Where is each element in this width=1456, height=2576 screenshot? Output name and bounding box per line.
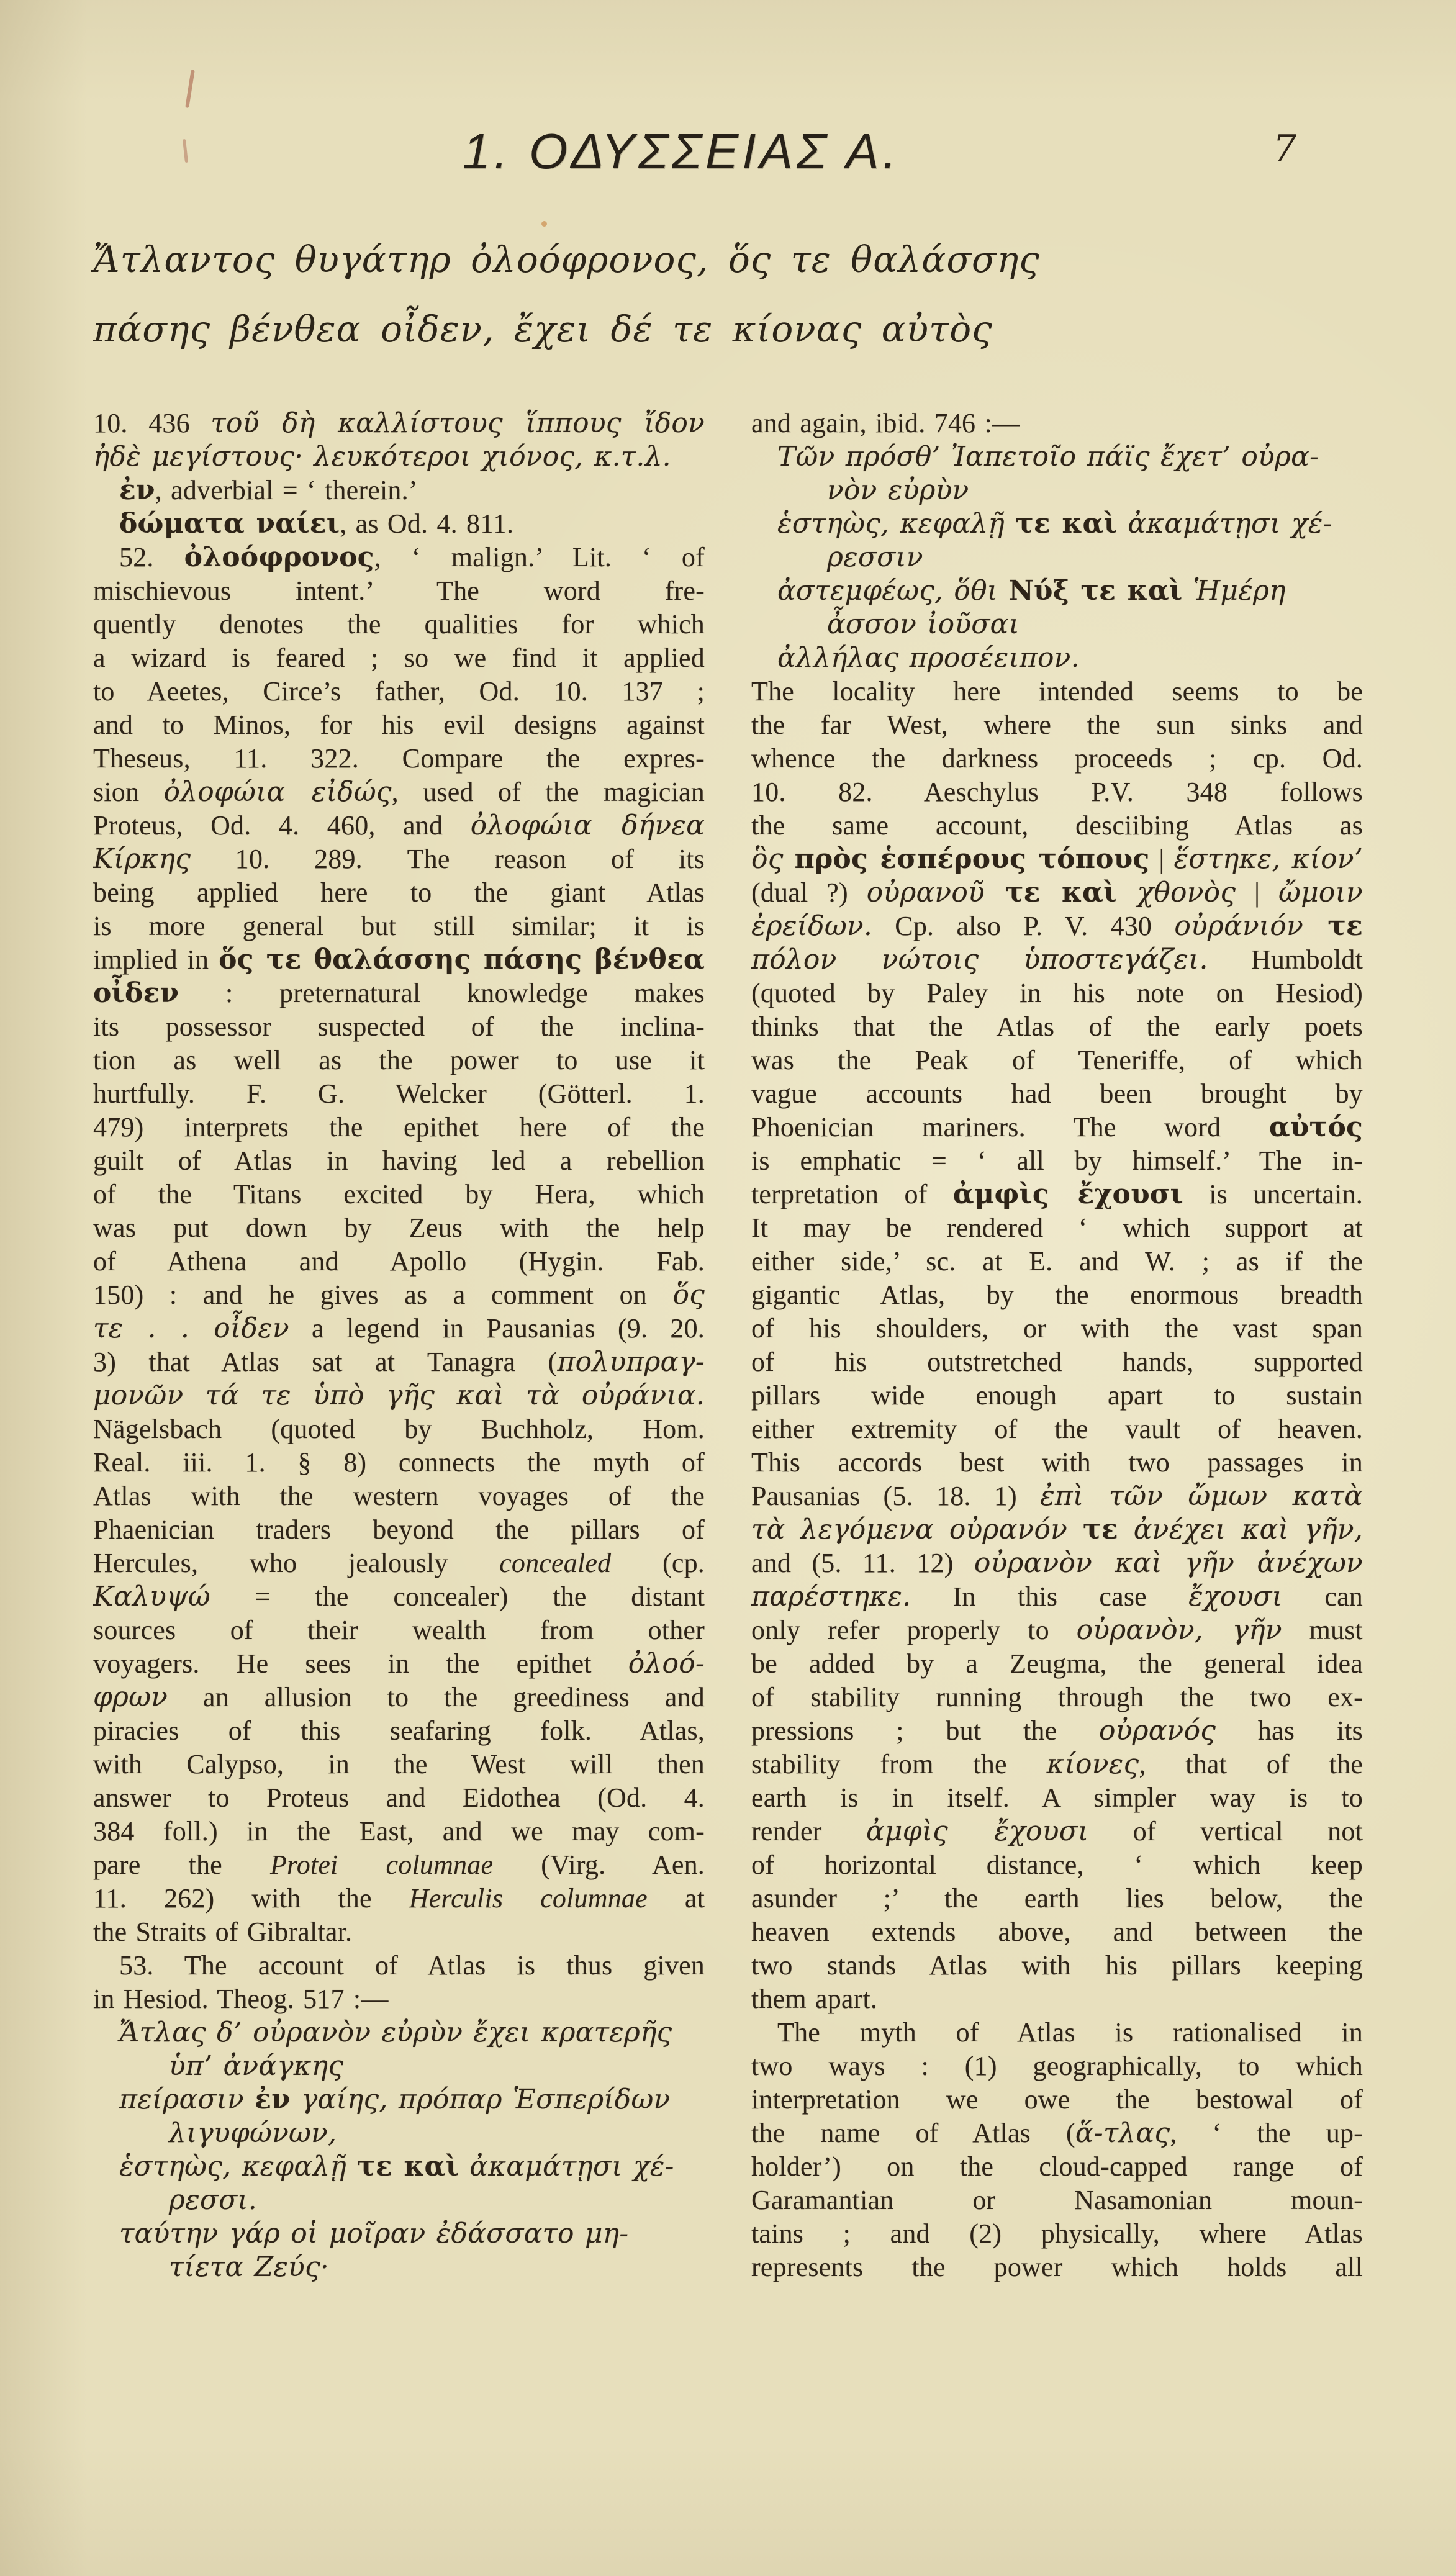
text-line [93, 1312, 705, 1345]
roman-text: of his outstretched hands, supported [751, 1347, 1363, 1377]
greek-text: ἀστεμφέως, ὅθι [777, 575, 1009, 607]
greek-text: δώματα ναίει [119, 508, 340, 540]
roman-text: either extremity of the vault of heaven. [751, 1414, 1363, 1444]
roman-text: was the Peak of Teneriffe, of which [751, 1045, 1363, 1075]
greek-text: ταύτην γάρ οἱ μοῖραν ἐδάσσατο μη- [119, 2218, 629, 2249]
commentary-columns [93, 407, 1363, 2284]
text-line [93, 1547, 705, 1580]
greek-text: ἕστηκε, κίον’ [1173, 843, 1363, 875]
text-line [751, 2217, 1363, 2251]
roman-text: 384 foll.) in the East, and we may com- [93, 1816, 705, 1846]
roman-text: 3) that Atlas sat at Tanagra ( [93, 1347, 558, 1377]
text-line [93, 541, 705, 574]
text-line [751, 474, 1363, 507]
greek-text: οἶδεν [93, 977, 179, 1009]
roman-text: 52. [119, 542, 184, 572]
roman-text: pressions ; but the [751, 1715, 1100, 1746]
roman-text: : preternatural knowledge makes [179, 978, 705, 1008]
text-line [93, 407, 705, 440]
roman-text: asunder ;’ the earth lies below, the [751, 1883, 1363, 1914]
roman-text: , used of the magician [391, 777, 705, 807]
text-line [751, 1379, 1363, 1412]
text-line [751, 2150, 1363, 2184]
roman-text: terpretation of [751, 1179, 953, 1209]
greek-text: τε [1083, 1514, 1118, 1545]
text-line [93, 910, 705, 943]
text-line [751, 977, 1363, 1010]
text-line [93, 809, 705, 843]
latin-italic-text: Protei columnae [269, 1850, 494, 1880]
text-line [751, 1278, 1363, 1312]
roman-text: guilt of Atlas in having led a rebellion [93, 1146, 705, 1176]
text-line [751, 1144, 1363, 1178]
text-line [751, 1480, 1363, 1513]
greek-text: ἀμφὶς ἔχουσι [866, 1815, 1089, 1847]
greek-text: ἀκαμάτῃσι χέ- [1117, 508, 1332, 540]
roman-text: represents the power which holds all [751, 2252, 1363, 2282]
text-line [751, 1915, 1363, 1949]
text-line [93, 977, 705, 1010]
text-line [93, 675, 705, 708]
roman-text: has its [1216, 1715, 1363, 1746]
greek-text: τε καὶ [357, 2151, 459, 2182]
greek-text: τε καὶ [1005, 877, 1117, 908]
roman-text: to Aeetes, Circe’s father, Od. 10. 137 ; [93, 676, 705, 707]
roman-text: 10. 436 [93, 408, 211, 438]
greek-text: νὸν εὐρὺν [827, 474, 969, 506]
roman-text: pillars wide enough apart to sustain [751, 1380, 1363, 1411]
roman-text: 479) interprets the epithet here of the [93, 1112, 705, 1142]
text-line [751, 1345, 1363, 1379]
scan-speck [185, 70, 195, 108]
roman-text: Cp. also P. V. 430 [872, 911, 1175, 941]
roman-text: being applied here to the giant Atlas [93, 877, 705, 908]
roman-text: of his shoulders, or with the vast span [751, 1313, 1363, 1344]
greek-text: ἔχουσι [1188, 1581, 1283, 1612]
text-line [93, 2050, 705, 2083]
roman-text: It may be rendered ‘ which support at [751, 1213, 1363, 1243]
commentary-column-right [751, 407, 1363, 2284]
greek-text: κίονες [1046, 1748, 1139, 1780]
greek-text: ἑστηὼς, κεφαλῇ [777, 508, 1016, 540]
text-line [93, 641, 705, 675]
text-line [93, 1915, 705, 1949]
greek-text: τε [1327, 910, 1363, 942]
text-line [93, 943, 705, 977]
greek-text: ἐπὶ τῶν ὤμων κατὰ [1040, 1480, 1363, 1512]
roman-text: thinks that the Atlas of the early poets [751, 1011, 1363, 1042]
text-line [93, 2117, 705, 2150]
text-line [751, 1446, 1363, 1480]
greek-text: ἀμφὶς ἔχουσι [952, 1178, 1183, 1210]
roman-text: holder’) on the cloud-capped range of [751, 2151, 1363, 2182]
greek-text: ἐρείδων. [751, 910, 873, 942]
text-line [751, 876, 1363, 910]
text-line [751, 1681, 1363, 1714]
text-line [93, 1580, 705, 1614]
text-line [93, 1882, 705, 1915]
roman-text: , as Od. 4. 811. [340, 508, 514, 539]
roman-text: | [1236, 877, 1278, 908]
text-line [751, 1044, 1363, 1077]
roman-text: render [751, 1816, 866, 1846]
epigraph-line: πάσης βένθεα οἶδεν, ἔχει δέ τε κίονας αὐτὸς [93, 308, 993, 350]
roman-text: of stability running through the two ex- [751, 1682, 1363, 1712]
greek-text: μονῶν τά τε ὑπὸ γῆς καὶ τὰ οὐράνια. [93, 1380, 705, 1411]
text-line [93, 1412, 705, 1446]
greek-text: οὐρανὸν καὶ γῆν ἀνέχων [974, 1547, 1363, 1579]
roman-text: 150) : and he gives as a comment on [93, 1280, 673, 1310]
roman-text: two ways : (1) geographically, to which [751, 2051, 1363, 2081]
roman-text: Nägelsbach (quoted by Buchholz, Hom. [93, 1414, 705, 1444]
greek-text: ἑστηὼς, κεφαλῇ [119, 2151, 358, 2182]
roman-text: , ‘ malign.’ Lit. ‘ of [374, 542, 705, 572]
text-line [93, 608, 705, 641]
text-line [751, 675, 1363, 708]
greek-text: οὐρανοῦ [866, 877, 1005, 908]
greek-text: ἅ-τλας [1075, 2117, 1170, 2149]
roman-text: 10. 82. Aeschylus P.V. 348 follows [751, 777, 1363, 807]
text-line [751, 641, 1363, 675]
roman-text: | [1149, 844, 1174, 874]
greek-text: οὐρανὸν, γῆν [1076, 1614, 1282, 1646]
roman-text: (quoted by Paley in his note on Hesiod) [751, 978, 1363, 1008]
roman-text: Theseus, 11. 322. Compare the expres- [93, 743, 705, 774]
text-line [93, 1748, 705, 1781]
text-line [93, 1446, 705, 1480]
greek-text: ὀλοφώια εἰδώς [163, 776, 392, 808]
roman-text: tains ; and (2) physically, where Atlas [751, 2218, 1363, 2249]
roman-text: the far West, where the sun sinks and [751, 710, 1363, 740]
roman-text: Atlas with the western voyages of the [93, 1481, 705, 1511]
roman-text: Proteus, Od. 4. 460, and [93, 810, 471, 841]
text-line [93, 1111, 705, 1144]
text-line [751, 742, 1363, 775]
greek-text: ἀνέχει καὶ γῆν, [1118, 1514, 1363, 1545]
greek-text: τε καὶ [1015, 508, 1118, 540]
scan-speck [183, 139, 188, 163]
text-line [751, 507, 1363, 541]
text-line [751, 1982, 1363, 2016]
greek-text: Καλυψώ [93, 1581, 210, 1612]
roman-text: Pausanias (5. 18. 1) [751, 1481, 1041, 1511]
running-head: 1. ΟΔΥΣΣΕΙΑΣ Α. [463, 124, 900, 179]
greek-text: Ἄτλας δ’ οὐρανὸν εὐρὺν ἔχει κρατερῆς [119, 2017, 672, 2048]
roman-text: = the concealer) the distant [210, 1581, 705, 1612]
text-line [751, 1781, 1363, 1815]
roman-text: This accords best with two passages in [751, 1447, 1363, 1478]
greek-text: ὅς τε θαλάσσης πάσης βένθεα [219, 944, 705, 975]
text-line [93, 775, 705, 809]
roman-text: 53. The account of Atlas is thus given [119, 1950, 705, 1981]
roman-text: quently denotes the qualities for which [93, 609, 705, 639]
text-line [93, 2251, 705, 2284]
page-number: 7 [1273, 127, 1297, 171]
greek-text: ὑπ’ ἀνάγκης [169, 2050, 344, 2082]
greek-text: χθονὸς [1116, 877, 1236, 908]
roman-text: its possessor suspected of the inclina- [93, 1011, 705, 1042]
greek-text: Τῶν πρόσθ’ Ἰαπετοῖο πάϊς ἔχετ’ οὐρα- [777, 441, 1319, 472]
greek-text: ὤμοιν [1278, 877, 1363, 908]
roman-text: Hercules, who jealously [93, 1548, 500, 1578]
text-line [93, 876, 705, 910]
text-line [751, 2016, 1363, 2050]
text-line [751, 1580, 1363, 1614]
text-line [751, 1111, 1363, 1144]
roman-text: and again, ibid. 746 :— [751, 408, 1020, 438]
text-line [93, 843, 705, 876]
text-line [751, 1412, 1363, 1446]
text-line [751, 910, 1363, 943]
text-line [751, 440, 1363, 474]
text-line [93, 1480, 705, 1513]
roman-text: in Hesiod. Theog. 517 :— [93, 1984, 389, 2014]
roman-text: interpretation we owe the bestowal of [751, 2084, 1363, 2115]
text-line [751, 1245, 1363, 1278]
text-line [751, 1547, 1363, 1580]
text-line [93, 708, 705, 742]
greek-text: ἐν [255, 2084, 291, 2115]
roman-text: 11. 262) with the [93, 1883, 409, 1914]
roman-text: whence the darkness proceeds ; cp. Od. [751, 743, 1363, 774]
roman-text: piracies of this seafaring folk. Atlas, [93, 1715, 705, 1746]
text-line [751, 1010, 1363, 1044]
greek-text: πολυπραγ- [557, 1346, 705, 1378]
roman-text: answer to Proteus and Eidothea (Od. 4. [93, 1783, 705, 1813]
text-line [751, 809, 1363, 843]
text-line [751, 775, 1363, 809]
roman-text: be added by a Zeugma, the general idea [751, 1648, 1363, 1679]
roman-text: is emphatic = ‘ all by himself.’ The in- [751, 1146, 1363, 1176]
greek-text: Κίρκης [93, 843, 191, 875]
text-line [93, 1815, 705, 1848]
text-line [751, 1614, 1363, 1647]
greek-text: ὀλοό- [628, 1648, 705, 1679]
text-line [751, 1211, 1363, 1245]
greek-text: τε . . οἶδεν [93, 1313, 289, 1344]
roman-text: and (5. 11. 12) [751, 1548, 974, 1578]
text-line [93, 1614, 705, 1647]
roman-text: was put down by Zeus with the help [93, 1213, 705, 1243]
roman-text: of Athena and Apollo (Hygin. Fab. [93, 1246, 705, 1277]
greek-text: οὐράνιόν [1174, 910, 1328, 942]
greek-text: τὰ λεγόμενα οὐρανόν [751, 1514, 1083, 1545]
greek-text: αὐτός [1268, 1111, 1363, 1143]
text-line [751, 2083, 1363, 2117]
roman-text: is uncertain. [1183, 1179, 1363, 1209]
greek-text: φρων [93, 1681, 168, 1713]
roman-text: pare the [93, 1850, 270, 1880]
roman-text: vague accounts had been brought by [751, 1078, 1363, 1109]
roman-text: Phaenician traders beyond the pillars of [93, 1514, 705, 1545]
text-line [93, 1144, 705, 1178]
text-line [751, 2117, 1363, 2150]
epigraph-line: Ἄτλαντος θυγάτηρ ὀλοόφρονος, ὅς τε θαλάσσης [93, 238, 1040, 281]
greek-text: ἀκαμάτῃσι χέ- [459, 2151, 674, 2182]
text-line [93, 2150, 705, 2184]
roman-text: Real. iii. 1. § 8) connects the myth of [93, 1447, 705, 1478]
greek-text: Ἡμέρη [1182, 575, 1286, 607]
roman-text: the Straits of Gibraltar. [93, 1917, 353, 1947]
roman-text: Phoenician mariners. The word [751, 1112, 1269, 1142]
roman-text: can [1283, 1581, 1363, 1612]
text-line [751, 1815, 1363, 1848]
text-line [93, 1077, 705, 1111]
roman-text: mischievous intent.’ The word fre- [93, 576, 705, 606]
greek-text: λιγυφώνων, [169, 2117, 337, 2149]
text-line [751, 1882, 1363, 1915]
roman-text: (dual ?) [751, 877, 867, 908]
text-line [93, 1714, 705, 1748]
text-line [93, 440, 705, 474]
text-line [751, 2184, 1363, 2217]
greek-text: πείρασιν [119, 2084, 255, 2115]
roman-text: of vertical not [1088, 1816, 1363, 1846]
text-line [751, 541, 1363, 574]
text-line [93, 2083, 705, 2117]
roman-text: (cp. [611, 1548, 705, 1578]
roman-text: voyagers. He sees in the epithet [93, 1648, 628, 1679]
roman-text: hurtfully. F. G. Welcker (Götterl. 1. [93, 1078, 705, 1109]
roman-text: Garamantian or Nasamonian moun- [751, 2185, 1363, 2215]
roman-text: (Virg. Aen. [493, 1850, 705, 1880]
text-line [93, 2016, 705, 2050]
greek-epigraph [93, 225, 1366, 364]
roman-text: earth is in itself. A simpler way is to [751, 1783, 1363, 1813]
roman-text: In this case [911, 1581, 1189, 1612]
roman-text: only refer properly to [751, 1615, 1077, 1645]
text-line [751, 2251, 1363, 2284]
greek-text: τίετα Ζεύς· [169, 2251, 330, 2283]
roman-text: tion as well as the power to use it [93, 1045, 705, 1075]
text-line [93, 1982, 705, 2016]
text-line [93, 2184, 705, 2217]
text-line [751, 1848, 1363, 1882]
text-line [751, 608, 1363, 641]
greek-text: ὅς [672, 1279, 705, 1311]
text-line [93, 574, 705, 608]
text-line [93, 1178, 705, 1211]
greek-text: ὃς [751, 843, 795, 875]
text-line [751, 1513, 1363, 1547]
text-line [93, 1345, 705, 1379]
roman-text: at [647, 1883, 705, 1914]
text-line [93, 1513, 705, 1547]
latin-italic-text: Herculis columnae [409, 1883, 648, 1914]
greek-text: ὀλοόφρονος [184, 541, 374, 573]
text-line [93, 1647, 705, 1681]
text-line [93, 1245, 705, 1278]
greek-text: παρέστηκε. [751, 1581, 911, 1612]
text-line [93, 474, 705, 507]
roman-text: the same account, desciibing Atlas as [751, 810, 1363, 841]
text-line [93, 1681, 705, 1714]
roman-text: sion [93, 777, 164, 807]
greek-text: ἀλλήλας προσέειπον. [777, 642, 1080, 674]
roman-text: of the Titans excited by Hera, which [93, 1179, 705, 1209]
greek-text: τοῦ δὴ καλλίστους ἵππους ἴδον [210, 407, 705, 439]
text-line [751, 1178, 1363, 1211]
commentary-column-left [93, 407, 705, 2284]
roman-text: 10. 289. The reason of its [191, 844, 705, 874]
text-line [93, 742, 705, 775]
text-line [751, 943, 1363, 977]
text-line [751, 843, 1363, 876]
latin-italic-text: concealed [499, 1548, 612, 1578]
roman-text: a legend in Pausanias (9. 20. [289, 1313, 705, 1344]
text-line [751, 1647, 1363, 1681]
text-line [751, 2050, 1363, 2083]
text-line [93, 1781, 705, 1815]
greek-text: ἠδὲ μεγίστους· λευκότεροι χιόνος, κ.τ.λ. [93, 441, 671, 472]
roman-text: sources of their wealth from other [93, 1615, 705, 1645]
greek-text: πρὸς ἑσπέρους τόπους [794, 843, 1150, 875]
text-line [93, 1848, 705, 1882]
roman-text: heaven extends above, and between the [751, 1917, 1363, 1947]
greek-text: Νύξ τε καὶ [1008, 575, 1183, 607]
text-line [751, 1748, 1363, 1781]
text-line [93, 1044, 705, 1077]
roman-text: The myth of Atlas is rationalised in [777, 2017, 1363, 2048]
text-line [93, 507, 705, 541]
roman-text: , that of the [1139, 1749, 1363, 1779]
text-line [93, 2217, 705, 2251]
text-line [751, 407, 1363, 440]
greek-text: ἆσσον ἰοῦσαι [827, 608, 1020, 640]
roman-text: gigantic Atlas, by the enormous breadth [751, 1280, 1363, 1310]
roman-text: an allusion to the greediness and [168, 1682, 705, 1712]
roman-text: stability from the [751, 1749, 1047, 1779]
greek-text: ρεσσιν [827, 541, 923, 573]
greek-text: ἐν [119, 474, 155, 506]
roman-text: , ‘ the up- [1170, 2118, 1363, 2148]
greek-text: οὐρανός [1099, 1715, 1216, 1747]
text-line [751, 1077, 1363, 1111]
text-line [751, 1949, 1363, 1982]
greek-text: ὀλοφώια δήνεα [470, 810, 705, 841]
roman-text: and to Minos, for his evil designs against [93, 710, 705, 740]
roman-text: of horizontal distance, ‘ which keep [751, 1850, 1363, 1880]
text-line [751, 1714, 1363, 1748]
roman-text: a wizard is feared ; so we find it applied [93, 643, 705, 673]
roman-text: Humboldt [1208, 944, 1363, 975]
greek-text: ρεσσι. [169, 2184, 257, 2216]
roman-text: two stands Atlas with his pillars keeping [751, 1950, 1363, 1981]
roman-text: is more general but still similar; it is [93, 911, 705, 941]
text-line [751, 574, 1363, 608]
text-line [93, 1949, 705, 1982]
text-line [93, 1379, 705, 1412]
text-line [751, 708, 1363, 742]
greek-text: γαίης, πρόπαρ Ἑσπερίδων [290, 2084, 671, 2115]
text-line [93, 1278, 705, 1312]
roman-text: , adverbial = ‘ therein.’ [155, 475, 418, 505]
roman-text: them apart. [751, 1984, 878, 2014]
text-line [751, 1312, 1363, 1345]
roman-text: implied in [93, 944, 219, 975]
roman-text: must [1282, 1615, 1363, 1645]
roman-text: The locality here intended seems to be [751, 676, 1363, 707]
greek-text: πόλον νώτοις ὑποστεγάζει. [751, 944, 1208, 975]
roman-text: the name of Atlas ( [751, 2118, 1075, 2148]
text-line [93, 1211, 705, 1245]
text-line [93, 1010, 705, 1044]
roman-text: either side,’ sc. at E. and W. ; as if the [751, 1246, 1363, 1277]
roman-text: with Calypso, in the West will then [93, 1749, 705, 1779]
